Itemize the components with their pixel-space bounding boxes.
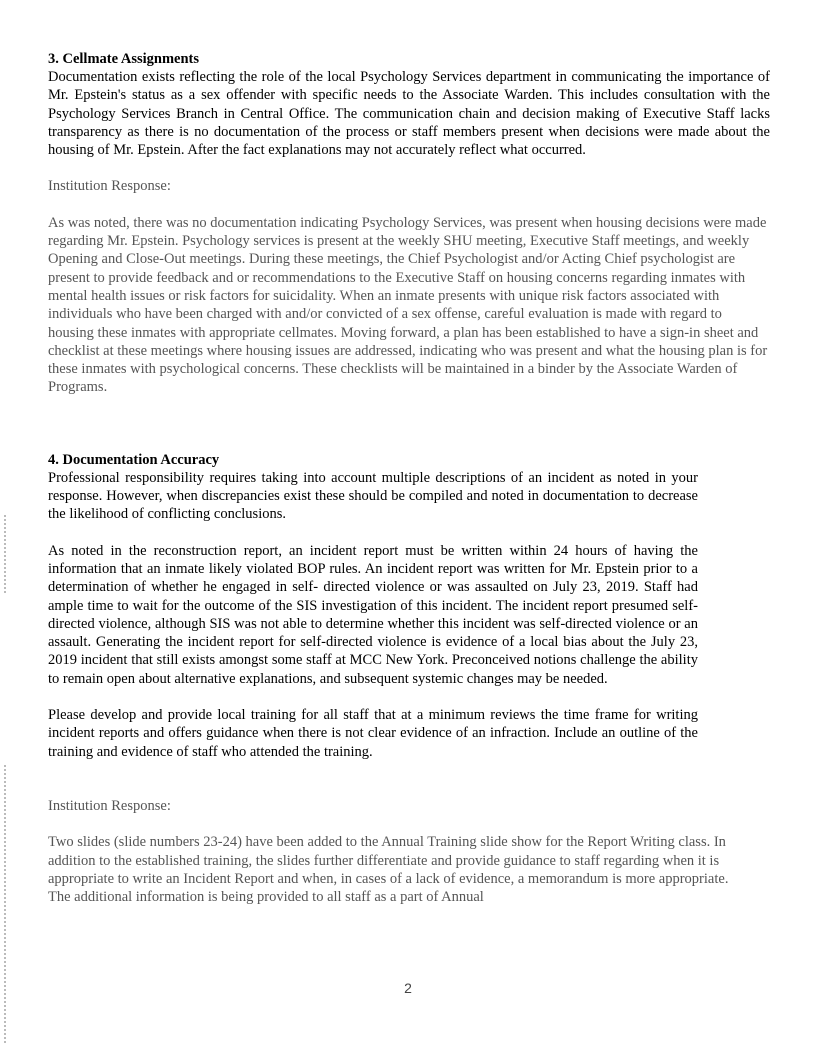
institution-response: As was noted, there was no documentation indicating Psychology Services, was present when housing decisions were made regarding Mr. Epstein. Psychology services is present at the weekly SHU meeting, Executive Staff meetings, and weekly Opening and Close-Out meetings. During these meetings, the Chief Psychologist and/or Acting Chief psychologist are present to provide feedback and or recommendations to the Executive Staff on housing concerns regarding inmates with mental health issues or risk factors for suicidality. When an inmate presents with unique risk factors associated with individuals who have been charged with and/or convicted of a sex offense, careful evaluation is made with regard to housing these inmates with appropriate cellmates. Moving forward, a plan has been established to have a sign-in sheet and checklist at these meetings where housing issues are addressed, indicating who was present and what the housing plan is for these inmates with psychological concerns. These checklists will be maintained in a binder by the Associate Warden of Programs. — [48, 214, 768, 396]
scan-margin-mark — [4, 765, 6, 1045]
page-number: 2 — [404, 980, 412, 996]
section-cellmate-assignments — [48, 50, 770, 397]
section-documentation-accuracy — [48, 451, 729, 907]
response-label: Institution Response: — [48, 797, 171, 814]
section-heading: 3. Cellmate Assignments — [48, 51, 200, 67]
document-page — [48, 50, 770, 906]
section-body: Documentation exists reflecting the role of the local Psychology Services department in communicating the importance of Mr. Epstein's status as a sex offender with specific needs to the Associate Warden. This includes consultation with the Psychology Services Branch in Central Office. The communication chain and decision making of Executive Staff lacks transparency as there is no documentation of the process or staff members present when decisions were made about the housing of Mr. Epstein. After the fact explanations may not accurately reflect what occurred. — [48, 69, 770, 159]
institution-response: Two slides (slide numbers 23-24) have been added to the Annual Training slide show for the Report Writing class. In addition to the established training, the slides further differentiate and provide guidance to staff regarding when it is appropriate to write an Incident Report and when, in cases of a lack of evidence, a memorandum is more appropriate. The additional information is being provided to all staff as a part of Annual — [48, 834, 729, 906]
response-label: Institution Response: — [48, 178, 171, 195]
scan-margin-mark — [4, 515, 6, 595]
section-paragraph: Please develop and provide local training for all staff that at a minimum reviews the time frame for writing incident reports and offers guidance when there is not clear evidence of an infraction. Include an outline of the training and evidence of staff who attended the training. — [48, 707, 698, 760]
section-heading: 4. Documentation Accuracy — [48, 451, 220, 468]
section-paragraph: As noted in the reconstruction report, an incident report must be written within 24 hours of having the information that an inmate likely violated BOP rules. An incident report was written for Mr. Epstein prior to a determination of whether he engaged in self- directed violence or was assaulted on July 23, 2019. Staff had ample time to wait for the outcome of the SIS investigation of this incident. The incident report presumed self-directed violence, although SIS was not able to determine whether this incident was self-directed violence or an assault. Generating the incident report for self-directed violence is evidence of a local bias about the July 23, 2019 incident that still exists amongst some staff at MCC New York. Preconceived notions challenge the ability to remain open about alternative explanations, and subsequent systemic changes may be needed. — [48, 542, 698, 687]
section-paragraph: Professional responsibility requires taking into account multiple descriptions of an incident as noted in your response. However, when discrepancies exist these should be compiled and noted in documentation to decrease the likelihood of conflicting conclusions. — [48, 469, 698, 523]
